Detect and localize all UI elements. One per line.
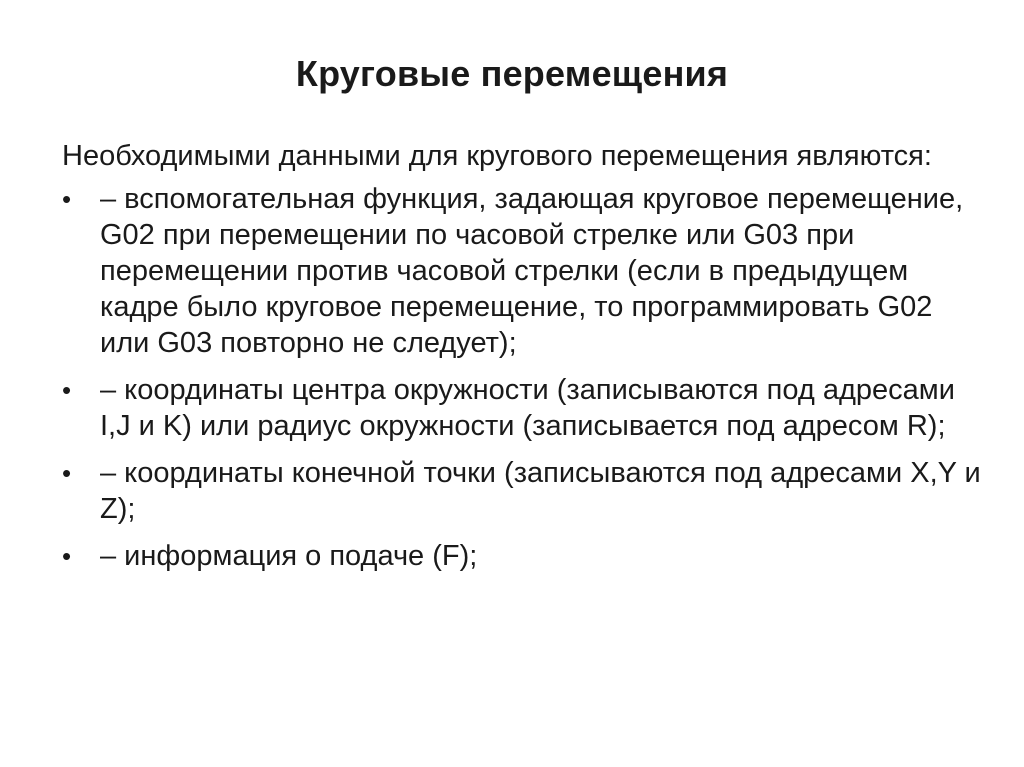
- list-item: [62, 372, 982, 444]
- slide-body: [62, 138, 982, 585]
- bullet-text: – информация о подаче (F);: [100, 540, 478, 572]
- bullet-icon: •: [62, 458, 72, 488]
- bullet-icon: •: [62, 541, 72, 571]
- slide-title: Круговые перемещения: [295, 53, 729, 94]
- list-item: [62, 455, 982, 527]
- bullet-icon: •: [62, 184, 72, 214]
- bullet-text: – вспомогательная функция, задающая круговое перемещение, G02 при перемещении по часовой стрелке или G03 при перемещении против часовой стрелки (если в предыдущем кадре было круговое перемещение, то программировать G02 или G03 повторно не следует);: [100, 183, 964, 359]
- bullet-icon: •: [62, 375, 72, 405]
- intro-text: Необходимыми данными для кругового перемещения являются:: [62, 140, 932, 172]
- list-item: [62, 538, 982, 574]
- bullet-text: – координаты центра окружности (записываются под адресами I,J и K) или радиус окружности (записывается под адресом R);: [100, 374, 955, 442]
- list-item: [62, 181, 982, 361]
- bullet-list: [62, 181, 982, 574]
- bullet-text: – координаты конечной точки (записываются под адресами X,Y и Z);: [100, 457, 981, 525]
